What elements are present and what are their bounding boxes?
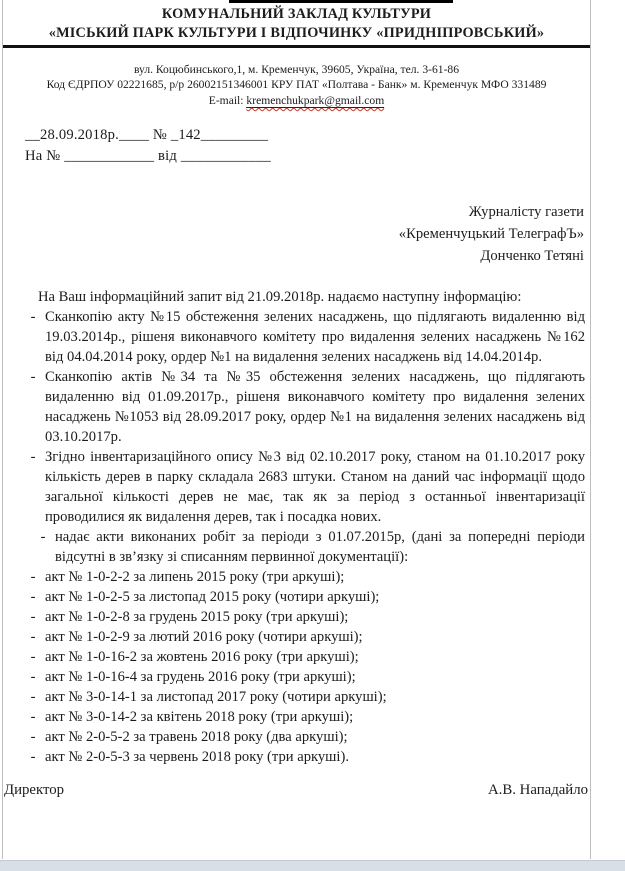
list-item [3,687,585,707]
dash-marker: - [30,729,36,745]
bullet-text: Сканкопію актів №34 та №35 обстеження зелених насаджень, що підлягають видаленню від 01.09.2017р., рішеня виконавчого комітету про видалення зелених насаджень №1053 від 28.09.2017 року, ордер №1 на видалення зелених насаджень від 03.10.2017р. [45,369,585,445]
intro-paragraph: На Ваш інформаційний запит від 21.09.2018р. надаємо наступну інформацію: [38,289,522,305]
dash-marker: - [30,589,36,605]
list-item [3,707,585,727]
reference-reply-line: На № ____________ від ____________ [25,148,271,164]
list-item [3,627,585,647]
dash-marker: - [30,689,36,705]
viewer-bottom-strip [0,860,625,871]
letterhead-divider [3,45,590,48]
act-text: акт № 1-0-16-4 за грудень 2016 року (три аркуші); [45,669,356,685]
address-line2: Код ЄДРПОУ 02221685, р/р 26002151346001 КРУ ПАТ «Полтава - Банк» м. Кременчук МФО 331489 [46,78,547,91]
letterhead-email-row [3,93,590,109]
list-item [3,307,585,367]
list-item [3,647,585,667]
address-line1: вул. Коцюбинського,1, м. Кременчук, 39605, Україна, тел. 3-61-86 [133,63,460,76]
dash-marker: - [30,649,36,665]
list-item [3,447,585,527]
act-text: акт № 1-0-2-5 за листопад 2015 року (чотири аркуші); [45,589,380,605]
addressee-block [3,201,584,267]
dash-marker: - [30,629,36,645]
letterhead-address [3,62,590,92]
dash-marker: - [30,669,36,685]
signature-row [4,780,588,800]
dash-marker: - [30,749,36,765]
dash-marker: - [30,369,36,385]
signature-name: А.В. Нападайло [488,782,588,798]
list-item [3,527,585,567]
org-name-line2: «МІСЬКИЙ ПАРК КУЛЬТУРИ І ВІДПОЧИНКУ «ПРИДНІПРОВСЬКИЙ» [48,25,545,41]
bullet-text: надає акти виконаних робіт за періоди з 01.07.2015р, (дані за попередні періоди відсутні в зв’язку зі списанням первинної документації): [55,529,585,565]
scan-artifact-line [229,0,453,3]
list-item [3,667,585,687]
bullet-text: Згідно інвентаризаційного опису №3 від 02.10.2017 року, станом на 01.10.2017 року кількість дерев в парку складала 2683 штуки. Станом на даний час інформації щодо загальної кількості дерев не має, так як за період з останньої інвентаризації проводилися як видалення дерев, так і посадка нових. [45,449,585,525]
act-text: акт № 1-0-2-2 за липень 2015 року (три аркуші); [45,569,345,585]
email-address: kremenchukpark@gmail.com [246,94,385,107]
addressee-line1: Журналісту газети [468,204,584,220]
act-text: акт № 2-0-5-2 за травень 2018 року (два аркуші); [45,729,348,745]
dash-marker: - [30,449,36,465]
dash-marker: - [30,709,36,725]
addressee-line2: «Кременчуцький ТелеграфЪ» [398,226,584,242]
act-text: акт № 1-0-16-2 за жовтень 2016 року (три аркуші); [45,649,359,665]
list-item [3,747,585,767]
letter-sheet [2,0,591,859]
dash-marker: - [40,529,46,545]
letterhead-org-name [3,5,590,43]
list-item [3,607,585,627]
list-item [3,367,585,447]
org-name-line1: КОМУНАЛЬНИЙ ЗАКЛАД КУЛЬТУРИ [161,6,432,22]
email-label: E-mail: [208,94,247,107]
list-item [3,727,585,747]
signature-title: Директор [4,782,65,798]
act-text: акт № 1-0-2-9 за лютий 2016 року (чотири аркуші); [45,629,363,645]
dash-marker: - [30,309,36,325]
list-item [3,587,585,607]
bullet-text: Сканкопію акту №15 обстеження зелених насаджень, що підлягають видаленню від 19.03.2014р., рішеня виконавчого комітету про видалення зелених насаджень №162 від 04.04.2014 року, ордер №1 на видалення зелених насаджень від 14.04.2014р. [45,309,585,365]
act-text: акт № 3-0-14-2 за квітень 2018 року (три аркуші); [45,709,354,725]
act-text: акт № 3-0-14-1 за листопад 2017 року (чотири аркуші); [45,689,387,705]
reference-date-number-line: __28.09.2018р.____ № _142_________ [25,127,269,143]
reference-block [25,125,590,167]
act-text: акт № 1-0-2-8 за грудень 2015 року (три аркуші); [45,609,349,625]
acts-list [3,567,585,767]
act-text: акт № 2-0-5-3 за червень 2018 року (три аркуші). [45,749,349,765]
addressee-line3: Донченко Тетяні [480,248,584,264]
dash-marker: - [30,569,36,585]
list-item [3,567,585,587]
dash-marker: - [30,609,36,625]
bullet-list [3,307,585,567]
